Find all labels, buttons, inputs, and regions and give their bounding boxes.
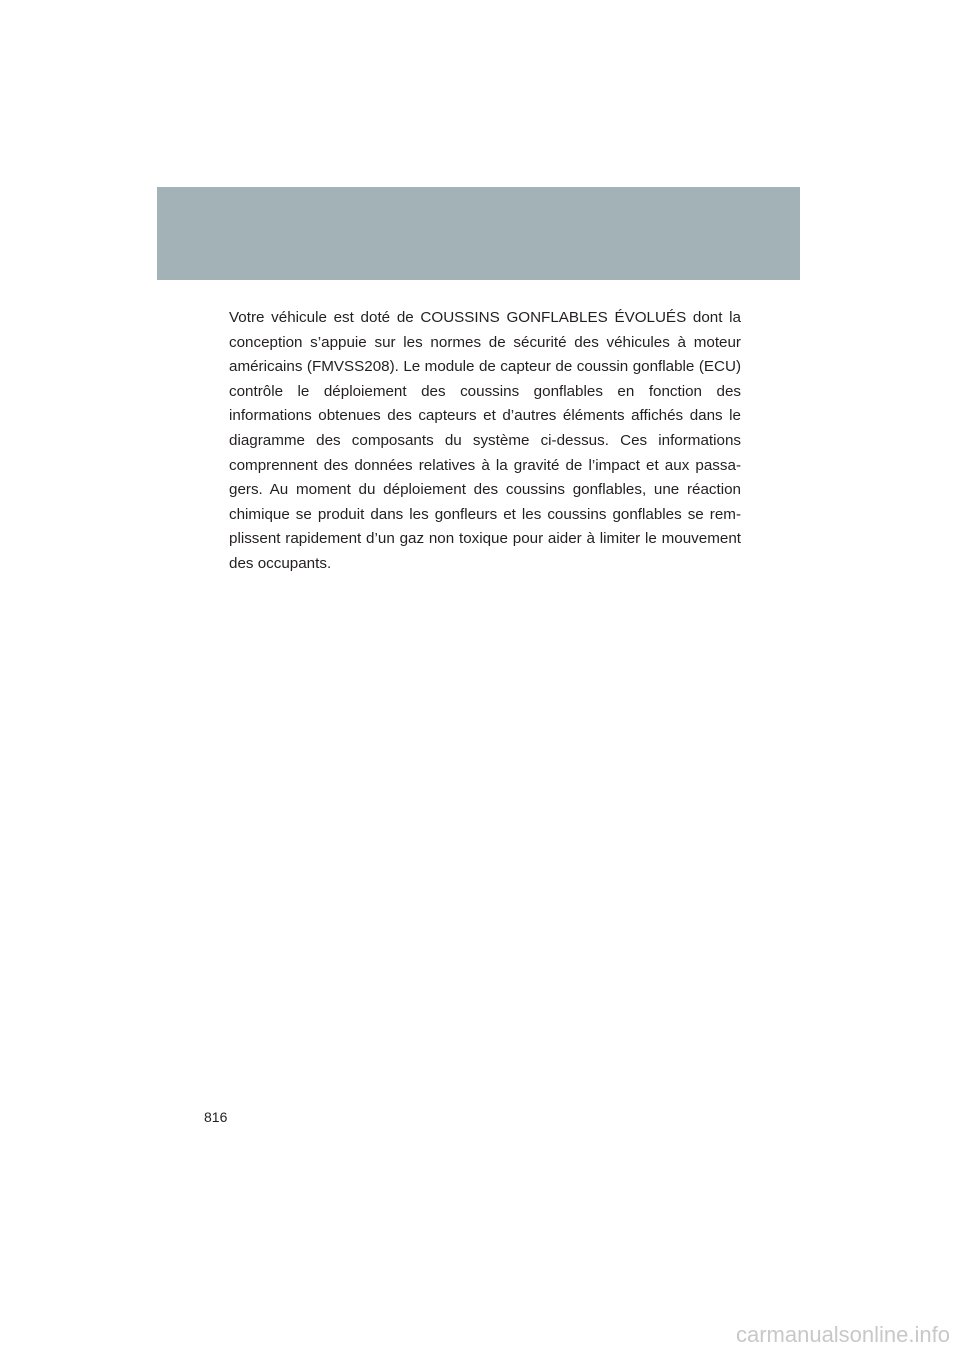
header-band (157, 187, 800, 280)
page-number: 816 (204, 1109, 228, 1125)
body-paragraph: Votre véhicule est doté de COUSSINS GONFLABLES ÉVOLUÉS dont la conception s’appuie sur les normes de sécurité des véhicules à moteur américains (FMVSS208). Le module de capteur de coussin gonflable (ECU) contrôle le déploiement des coussins gonflables en fonction des informations obtenues des capteurs et d’autres éléments affichés dans le diagramme des composants du système ci-dessus. Ces informations comprennent des données relatives à la gravité de l’impact et aux passagers. Au moment du déploiement des coussins gonflables, une réaction chimique se produit dans les gonfleurs et les coussins gonflables se remplissent rapidement d’un gaz non toxique pour aider à limiter le mouvement des occupants. (229, 309, 741, 572)
watermark: carmanualsonline.info (735, 1322, 950, 1347)
